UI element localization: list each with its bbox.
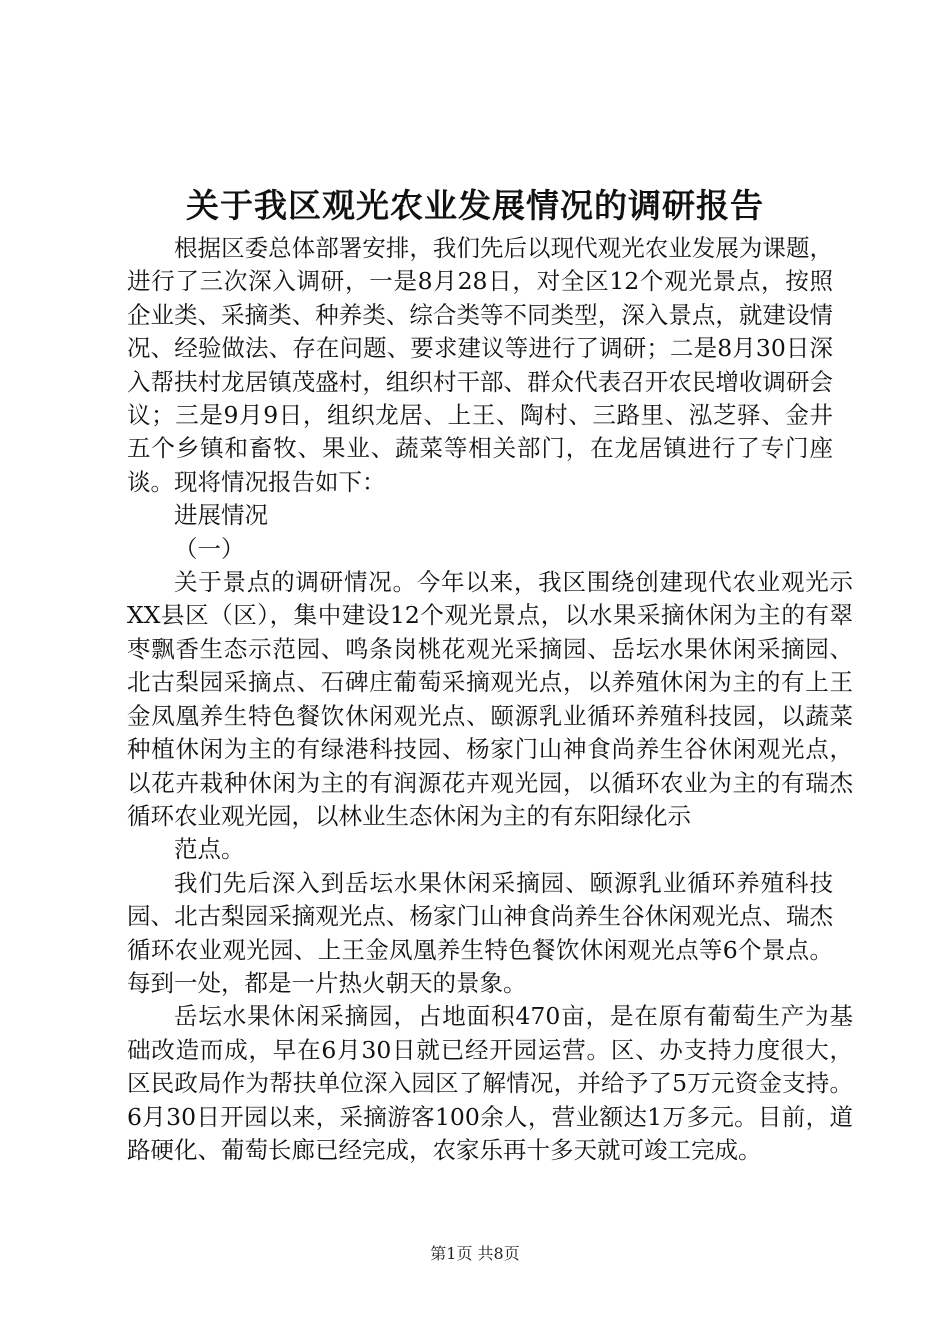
paragraph-yuetan: 岳坛水果休闲采摘园，占地面积470亩，是在原有葡萄生产为基础改造而成，早在6月30日就已经开园运营。区、办支持力度很大，区民政局作为帮扶单位深入园区了解情况，并给予了5万元资金支持。6月30日开园以来，采摘游客100余人，营业额达1万多元。目前，道路硬化、葡萄长廊已经完成，农家乐再十多天就可竣工完成。 <box>127 1002 853 1164</box>
page-footer: 第1页 共8页 <box>430 1244 520 1263</box>
paragraph-continuation: 范点。 <box>174 835 245 864</box>
paragraph-scenic-spots: 关于景点的调研情况。今年以来，我区围绕创建现代农业观光示XX县区（区），集中建设12个观光景点，以水果采摘休闲为主的有翠枣飘香生态示范园、鸣条岗桃花观光采摘园、岳坛水果休闲采摘园、北古梨园采摘点、石碑庄葡萄采摘观光点，以养殖休闲为主的有上王金凤凰养生特色餐饮休闲观光点、颐源乳业循环养殖科技园，以蔬菜种植休闲为主的有绿港科技园、杨家门山神食尚养生谷休闲观光点，以花卉栽种休闲为主的有润源花卉观光园，以循环农业为主的有瑞杰循环农业观光园，以林业生态休闲为主的有东阳绿化示 <box>127 568 853 830</box>
section-number: （一） <box>174 534 245 563</box>
document-body <box>127 232 853 1167</box>
paragraph-visits: 我们先后深入到岳坛水果休闲采摘园、颐源乳业循环养殖科技园、北古梨园采摘观光点、杨家门山神食尚养生谷休闲观光点、瑞杰循环农业观光园、上王金凤凰养生特色餐饮休闲观光点等6个景点。每到一处，都是一片热火朝天的景象。 <box>127 868 833 997</box>
section-heading: 进展情况 <box>174 501 268 530</box>
paragraph-intro: 根据区委总体部署安排，我们先后以现代观光农业发展为课题，进行了三次深入调研，一是8月28日，对全区12个观光景点，按照企业类、采摘类、种养类、综合类等不同类型，深入景点，就建设情况、经验做法、存在问题、要求建议等进行了调研；二是8月30日深入帮扶村龙居镇茂盛村，组织村干部、群众代表召开农民增收调研会议；三是9月9日，组织龙居、上王、陶村、三路里、泓芝驿、金井五个乡镇和畜牧、果业、蔬菜等相关部门，在龙居镇进行了专门座谈。现将情况报告如下： <box>127 234 833 496</box>
document-title: 关于我区观光农业发展情况的调研报告 <box>186 186 764 225</box>
